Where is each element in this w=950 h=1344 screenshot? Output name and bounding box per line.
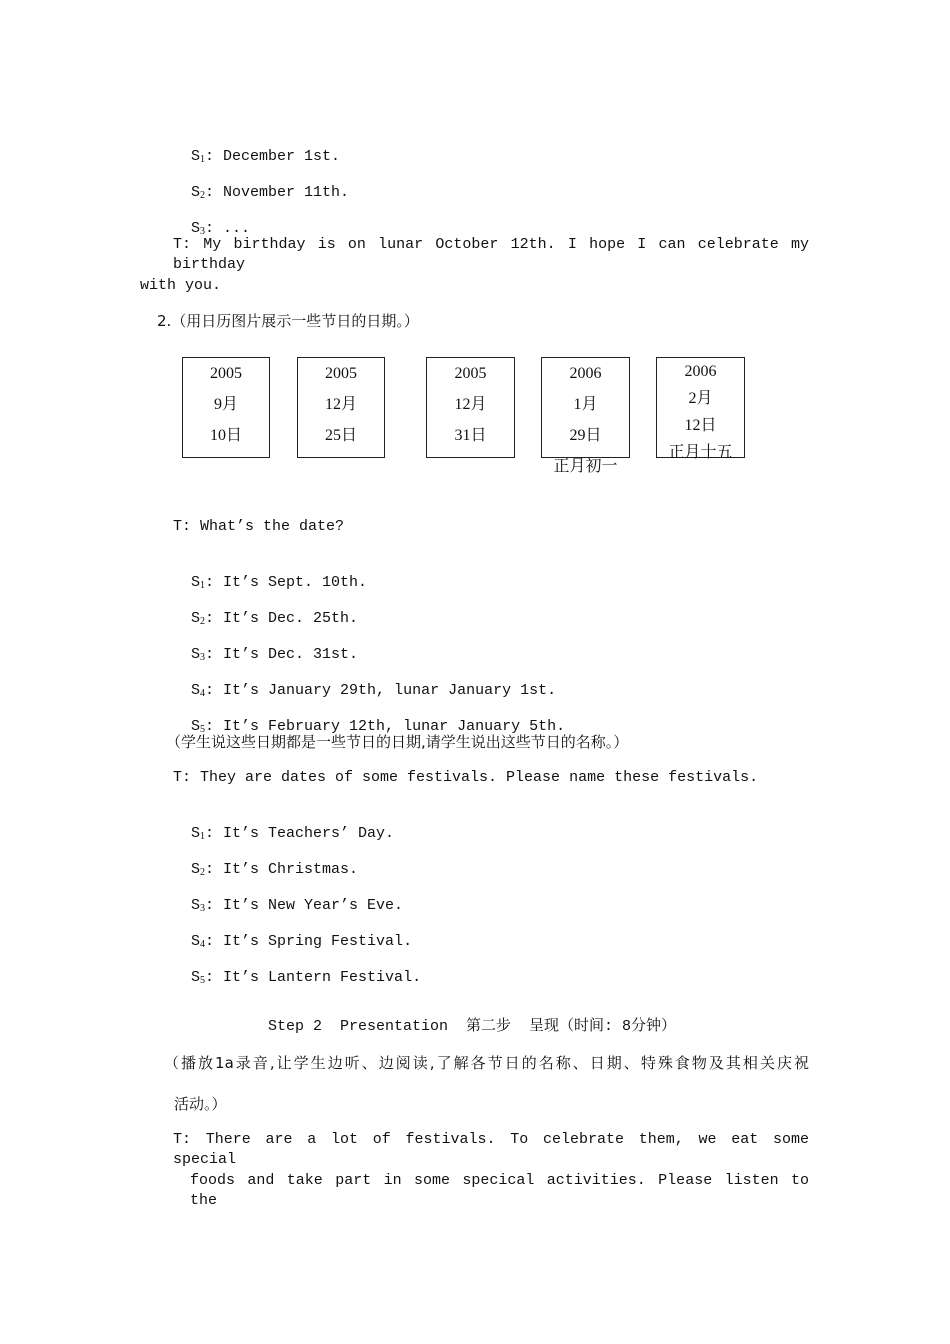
speaker-label: S [191,682,201,699]
speaker-label: S [191,646,201,663]
speaker-number: 2 [200,190,206,201]
item-2-title: 2.（用日历图片展示一些节日的日期。） [157,312,419,330]
speaker-label: S [191,184,201,201]
dialog-text: : December 1st. [205,148,341,165]
speaker-number: 5 [200,975,206,986]
speaker-label: S [191,610,201,627]
calendar-card-2 [297,357,385,458]
calendar-month: 12月 [324,396,357,413]
speaker-number: 5 [200,724,206,735]
dialog-text: : It’s Teachers’ Day. [205,825,395,842]
calendar-card-1 [182,357,270,458]
speaker-label: S [191,933,201,950]
dialog-text: : It’s Spring Festival. [205,933,413,950]
speaker-label: S [191,825,201,842]
festival-instruction-note: （学生说这些日期都是一些节日的日期,请学生说出这些节日的名称。） [166,733,629,751]
teacher-birthday-line-2: with you. [140,277,222,294]
teacher-festivals-line: T: They are dates of some festivals. Please name these festivals. [173,769,759,786]
teacher-final-line-2: foods and take part in some specical activities. Please listen to the [190,1172,809,1209]
calendar-month: 12月 [454,396,487,413]
calendar-month: 9月 [213,396,238,413]
speaker-number: 2 [200,867,206,878]
dialog-text: : It’s Dec. 31st. [205,646,359,663]
dialog-text: : November 11th. [205,184,350,201]
speaker-number: 4 [200,939,206,950]
speaker-number: 3 [200,226,206,237]
step-2-note-line-2: 活动。） [174,1095,227,1113]
speaker-label: S [191,861,201,878]
speaker-label: S [191,574,201,591]
calendar-year: 2005 [210,365,242,382]
speaker-number: 1 [200,580,206,591]
dialog-text: : ... [205,220,251,237]
speaker-label: S [191,148,201,165]
dialog-text: : It’s January 29th, lunar January 1st. [205,682,557,699]
speaker-number: 3 [200,652,206,663]
speaker-label: S [191,897,201,914]
dialog-text: : It’s Lantern Festival. [205,969,422,986]
calendar-card-5 [656,357,745,461]
calendar-year: 2005 [454,365,487,382]
calendar-day: 29日 [569,427,602,444]
calendar-day: 10日 [209,427,242,444]
calendar-card-4 [541,357,630,475]
teacher-birthday-line-1: T: My birthday is on lunar October 12th. I hope I can celebrate my birthday [173,236,809,273]
speaker-number: 2 [200,616,206,627]
teacher-final-line-1: T: There are a lot of festivals. To celebrate them, we eat some special [173,1131,809,1168]
dialog-text: : It’s New Year’s Eve. [205,897,404,914]
speaker-label: S [191,969,201,986]
calendar-lunar-note: 正月初一 [553,458,618,475]
teacher-date-question: T: What’s the date? [173,518,345,535]
dialog-text: : It’s Dec. 25th. [205,610,359,627]
step-2-heading: Step 2 Presentation 第二步 呈现（时间: 8分钟） [268,1018,677,1035]
dialog3-line-5 [173,948,421,991]
speaker-number: 1 [200,831,206,842]
calendar-card-3 [426,357,515,458]
calendar-year: 2005 [325,365,357,382]
calendar-day: 25日 [324,427,357,444]
speaker-label: S [191,220,201,237]
speaker-number: 3 [200,903,206,914]
speaker-label: S [191,718,201,735]
dialog-text: : It’s February 12th, lunar January 5th. [205,718,566,735]
calendar-year: 2006 [569,365,602,382]
calendar-day: 12日 [684,417,717,434]
calendar-lunar-note: 正月十五 [668,444,733,461]
calendar-day: 31日 [454,427,487,444]
speaker-number: 1 [200,154,206,165]
calendar-month: 1月 [573,396,598,413]
calendar-month: 2月 [688,390,713,407]
speaker-number: 4 [200,688,206,699]
calendar-year: 2006 [684,363,717,380]
step-2-note-line-1: （播放1a录音,让学生边听、边阅读,了解各节日的名称、日期、特殊食物及其相关庆祝 [164,1054,809,1072]
dialog-text: : It’s Sept. 10th. [205,574,368,591]
dialog-text: : It’s Christmas. [205,861,359,878]
